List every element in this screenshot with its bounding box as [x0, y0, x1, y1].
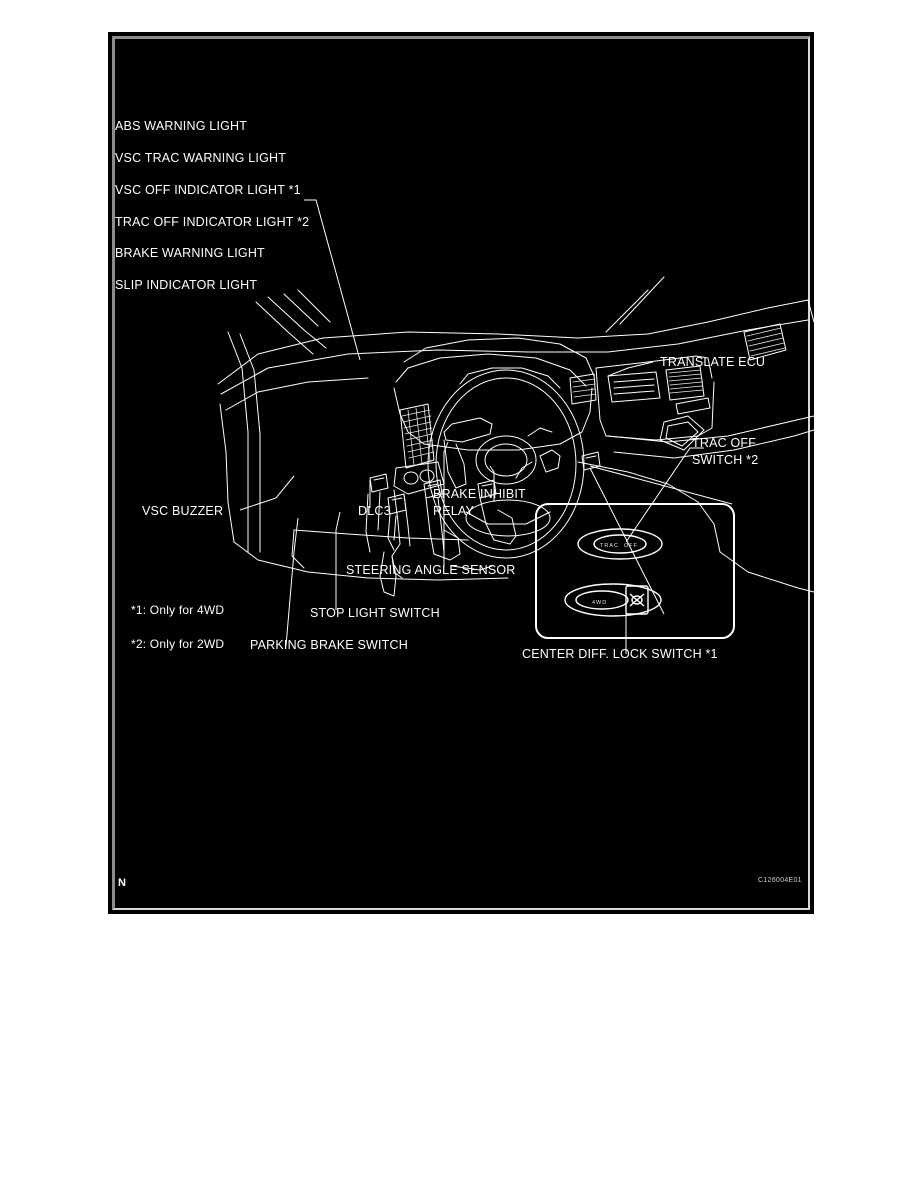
label-vsc-buzzer: VSC BUZZER: [142, 504, 224, 518]
footnote-2wd: *2: Only for 2WD: [131, 637, 225, 651]
label-abs-warning-light: ABS WARNING LIGHT: [115, 119, 248, 133]
instrument-cluster: [394, 338, 594, 450]
label-dlc3: DLC3: [358, 504, 391, 518]
under-dash-detail: [380, 514, 396, 596]
center-diff-lock-switch-graphic: [565, 584, 661, 616]
label-vsc-off-indicator-light: VSC OFF INDICATOR LIGHT *1: [115, 183, 301, 197]
label-stop-light-switch: STOP LIGHT SWITCH: [310, 606, 440, 620]
label-brake-warning-light: BRAKE WARNING LIGHT: [115, 246, 265, 260]
label-trac-off-switch-line2: SWITCH *2: [692, 453, 759, 467]
leader-parking-brake-switch: [286, 518, 298, 646]
figure-panel: [108, 32, 814, 914]
diff-lock-icon: [630, 594, 644, 606]
page-mark: N: [118, 877, 126, 889]
figure-code: C126004E01: [758, 877, 802, 884]
leader-lines: [240, 200, 732, 654]
windshield-right-lines: [606, 277, 664, 332]
label-trac-off-switch-line1: TRAC OFF: [692, 436, 757, 450]
label-brake-inhibit-relay-line2: RELAY: [433, 504, 475, 518]
label-center-diff-lock-switch: CENTER DIFF. LOCK SWITCH *1: [522, 647, 718, 661]
footnote-4wd: *1: Only for 4WD: [131, 603, 225, 617]
label-trac-off-indicator-light: TRAC OFF INDICATOR LIGHT *2: [115, 215, 310, 229]
label-slip-indicator-light: SLIP INDICATOR LIGHT: [115, 278, 258, 292]
driver-side-vent: [400, 404, 434, 468]
callout-fan-upper: [590, 466, 732, 504]
label-steering-angle-sensor: STEERING ANGLE SENSOR: [346, 563, 516, 577]
label-translate-ecu: TRANSLATE ECU: [660, 355, 766, 369]
label-brake-inhibit-relay-line1: BRAKE INHIBIT: [433, 487, 526, 501]
switch-label-4wd: 4WD: [592, 600, 608, 606]
label-vsc-trac-warning-light: VSC TRAC WARNING LIGHT: [115, 151, 287, 165]
column-stalks: [444, 418, 560, 488]
label-parking-brake-switch: PARKING BRAKE SWITCH: [250, 638, 408, 652]
leader-stop-light-switch: [336, 512, 340, 610]
steering-wheel: [428, 368, 584, 558]
switch-label-trac-off: TRAC OFF: [600, 543, 639, 549]
windshield-left-lines: [228, 290, 330, 552]
